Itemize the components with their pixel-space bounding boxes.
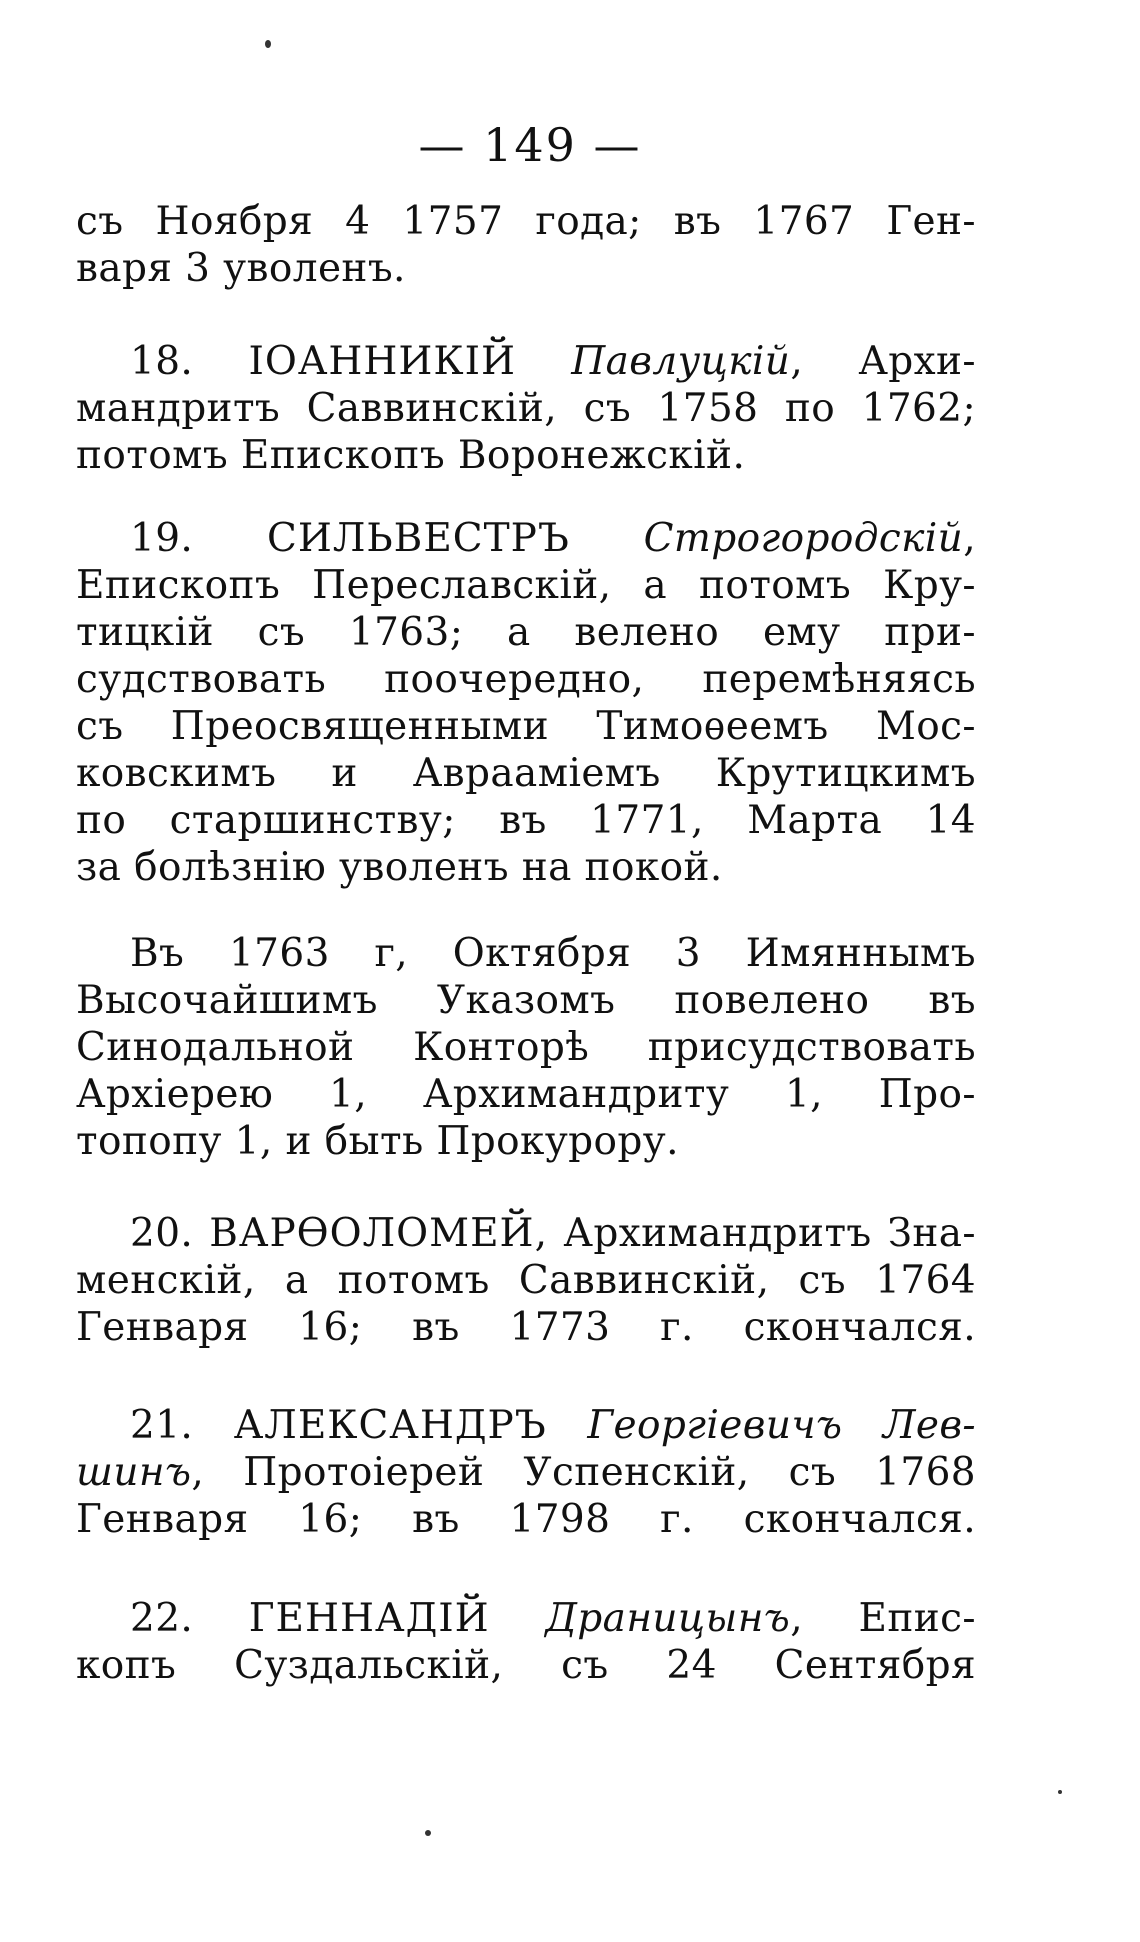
text-run bbox=[516, 339, 571, 384]
text-run: копъ Суздальскій, съ 24 Сентября bbox=[76, 1643, 976, 1688]
text-line bbox=[76, 750, 976, 797]
paragraph-p-1763 bbox=[76, 930, 976, 1165]
text-run: , Архимандритъ Зна- bbox=[534, 1211, 976, 1256]
text-line bbox=[76, 1595, 976, 1642]
text-line bbox=[76, 245, 976, 292]
text-run: , Протоіерей Успенскій, съ 1768 bbox=[191, 1450, 976, 1495]
text-run: съ Преосвященными Тимоѳеемъ Мос- bbox=[76, 704, 976, 749]
text-run: за болѣзнію уволенъ на покой. bbox=[76, 845, 723, 890]
text-run: 21. bbox=[130, 1403, 234, 1448]
text-run: тицкій съ 1763; а велено ему при- bbox=[76, 610, 976, 655]
name-caps: ГЕННАДІЙ bbox=[248, 1596, 490, 1641]
text-run: 19. bbox=[130, 516, 267, 561]
text-line bbox=[76, 930, 976, 977]
text-run: , bbox=[963, 516, 976, 561]
name-caps: ІОАННИКІЙ bbox=[248, 339, 516, 384]
text-run: Генваря 16; въ 1773 г. скончался. bbox=[76, 1305, 976, 1350]
text-line bbox=[76, 977, 976, 1024]
text-line bbox=[76, 385, 976, 432]
text-run: Епископъ Переславскій, а потомъ Кру- bbox=[76, 563, 976, 608]
text-line bbox=[76, 1210, 976, 1257]
text-run: 20. bbox=[130, 1211, 210, 1256]
print-speck bbox=[425, 1830, 431, 1836]
text-run: менскій, а потомъ Саввинскій, съ 1764 bbox=[76, 1258, 976, 1303]
text-line bbox=[76, 1257, 976, 1304]
page-number: — 149 — bbox=[418, 118, 642, 172]
text-line bbox=[76, 609, 976, 656]
text-run bbox=[547, 1403, 588, 1448]
name-italic: шинъ bbox=[76, 1450, 192, 1495]
text-line bbox=[76, 515, 976, 562]
text-line bbox=[76, 562, 976, 609]
name-italic: Павлуцкій bbox=[571, 339, 791, 384]
text-run: Архіерею 1, Архимандриту 1, Про- bbox=[76, 1072, 976, 1117]
text-line bbox=[76, 1071, 976, 1118]
text-line bbox=[76, 432, 976, 479]
text-run: топопу 1, и быть Прокурору. bbox=[76, 1119, 679, 1164]
text-line bbox=[76, 338, 976, 385]
text-run: Въ 1763 г, Октября 3 Имяннымъ bbox=[130, 931, 976, 976]
text-line bbox=[76, 1304, 976, 1351]
print-speck bbox=[265, 40, 271, 48]
text-run bbox=[570, 516, 644, 561]
text-run: потомъ Епископъ Воронежскій. bbox=[76, 433, 746, 478]
print-speck bbox=[1058, 1790, 1062, 1794]
text-line bbox=[76, 844, 976, 891]
paragraph-p-22 bbox=[76, 1595, 976, 1689]
paragraph-p-19 bbox=[76, 515, 976, 891]
text-run: варя 3 уволенъ. bbox=[76, 246, 406, 291]
text-run: , Епис- bbox=[790, 1596, 976, 1641]
text-line bbox=[76, 703, 976, 750]
text-line bbox=[76, 198, 976, 245]
paragraph-p-21 bbox=[76, 1402, 976, 1543]
text-run: по старшинству; въ 1771, Марта 14 bbox=[76, 798, 976, 843]
text-run: , Архи- bbox=[790, 339, 976, 384]
name-caps: СИЛЬВЕСТРЪ bbox=[266, 516, 570, 561]
paragraph-p-20 bbox=[76, 1210, 976, 1351]
text-run: мандритъ Саввинскій, съ 1758 по 1762; bbox=[76, 386, 976, 431]
text-run: Генваря 16; въ 1798 г. скончался. bbox=[76, 1497, 976, 1542]
text-run: 18. bbox=[130, 339, 249, 384]
text-line bbox=[76, 1402, 976, 1449]
name-caps: ВАРѲОЛОМЕЙ bbox=[209, 1211, 535, 1256]
paragraph-p-continued bbox=[76, 198, 976, 292]
text-line bbox=[76, 797, 976, 844]
text-line bbox=[76, 1642, 976, 1689]
text-line bbox=[76, 1449, 976, 1496]
text-run: судствовать поочередно, перемѣняясь bbox=[76, 657, 976, 702]
text-line bbox=[76, 1496, 976, 1543]
text-run: 22. bbox=[130, 1596, 249, 1641]
text-run: ковскимъ и Авраамiемъ Крутицкимъ bbox=[76, 751, 976, 796]
text-run: Высочайшимъ Указомъ повелено въ bbox=[76, 978, 976, 1023]
name-italic: Георгіевичъ Лев- bbox=[587, 1403, 976, 1448]
text-run: съ Ноября 4 1757 года; въ 1767 Ген- bbox=[76, 199, 976, 244]
name-italic: Драницынъ bbox=[545, 1596, 791, 1641]
text-run: Синодальной Конторѣ присудствовать bbox=[76, 1025, 976, 1070]
text-line bbox=[76, 1024, 976, 1071]
text-line bbox=[76, 656, 976, 703]
name-caps: АЛЕКСАНДРЪ bbox=[233, 1403, 547, 1448]
paragraph-p-18 bbox=[76, 338, 976, 479]
name-italic: Строгородскій bbox=[643, 516, 964, 561]
text-run bbox=[490, 1596, 546, 1641]
text-line bbox=[76, 1118, 976, 1165]
